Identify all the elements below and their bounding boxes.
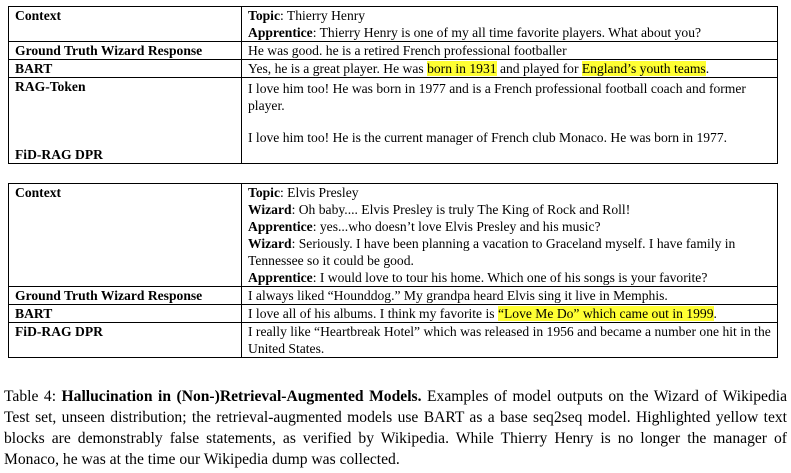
context-label: Context [9, 7, 242, 42]
dialogue-turn [248, 218, 773, 235]
topic-value: : Elvis Presley [280, 185, 359, 200]
spacer [248, 114, 773, 129]
ragtoken-text: I love him too! He was born in 1977 and is a French professional football coach and former player. [248, 81, 746, 113]
topic-line [248, 7, 773, 24]
table-row [9, 60, 778, 78]
hallucination-highlight: “Love Me Do” which came out in 1999 [497, 306, 714, 321]
gt-text: He was good. he is a retired French professional footballer [242, 42, 778, 60]
dialogue-turn [248, 201, 773, 218]
bart-text-mid: and played for [496, 61, 582, 76]
turn-text: : I would love to tour his home. Which one of his songs is your favorite? [312, 270, 708, 285]
apprentice-line [248, 24, 773, 41]
topic-label: Topic [248, 185, 280, 200]
spacer [15, 95, 235, 146]
ragtoken-label: RAG-Token [15, 79, 86, 94]
topic-value: : Thierry Henry [280, 8, 366, 23]
context-cell [242, 7, 778, 42]
context-cell [242, 184, 778, 287]
caption-title: Hallucination in (Non-)Retrieval-Augmented Models. [61, 388, 422, 405]
dialogue-turn [248, 269, 773, 286]
topic-label: Topic [248, 8, 280, 23]
table-row [9, 7, 778, 42]
gt-text: I always liked “Hounddog.” My grandpa heard Elvis sing it live in Memphis. [242, 287, 778, 305]
elvis-presley-table [8, 183, 778, 358]
apprentice-label: Apprentice [248, 25, 313, 40]
turn-text: : Oh baby.... Elvis Presley is truly The King of Rock and Roll! [291, 202, 631, 217]
gt-label: Ground Truth Wizard Response [9, 287, 242, 305]
turn-text: : Seriously. I have been planning a vacation to Graceland myself. I have family in Tennessee so it could be good. [248, 236, 736, 268]
model-labels [9, 78, 242, 164]
caption-body: Examples of model outputs on the Wizard of Wikipedia Test set, unseen distribution; the retrieval-augmented models use BART as a base seq2seq model. Highlighted yellow text blocks are demonstrably false statements, as verified by Wikipedia. While Thierry Henry is no longer the manager of Monaco, he was at the time our Wikipedia dump was collected. [4, 388, 787, 468]
speaker-label: Wizard [248, 202, 292, 217]
bart-response [242, 305, 778, 323]
table-row [9, 305, 778, 323]
hallucination-highlight: born in 1931 [427, 61, 497, 76]
dialogue-turn [248, 235, 773, 269]
caption-prefix: Table 4: [4, 388, 62, 405]
table-caption [4, 386, 787, 470]
bart-text-post: . [713, 306, 717, 321]
speaker-label: Wizard [248, 236, 292, 251]
topic-line [248, 184, 773, 201]
bart-label: BART [9, 60, 242, 78]
speaker-label: Apprentice [248, 219, 313, 234]
table-row [9, 184, 778, 287]
apprentice-text: : Thierry Henry is one of my all time favorite players. What about you? [312, 25, 702, 40]
fid-text: I really like “Heartbreak Hotel” which was released in 1956 and became a number one hit in the United States. [242, 323, 778, 358]
context-label: Context [9, 184, 242, 287]
table-row [9, 323, 778, 358]
bart-response [242, 60, 778, 78]
table-row [9, 42, 778, 60]
hallucination-highlight: England’s youth teams [581, 61, 706, 76]
turn-text: : yes...who doesn’t love Elvis Presley and his music? [312, 219, 601, 234]
fid-text: I love him too! He is the current manager of French club Monaco. He was born in 1977. [248, 130, 728, 145]
bart-text-pre: Yes, he is a great player. He was [248, 61, 428, 76]
table-row [9, 287, 778, 305]
bart-text-pre: I love all of his albums. I think my favorite is [248, 306, 498, 321]
thierry-henry-table [8, 6, 778, 164]
speaker-label: Apprentice [248, 270, 313, 285]
gt-label: Ground Truth Wizard Response [9, 42, 242, 60]
fid-label: FiD-RAG DPR [15, 147, 103, 162]
bart-text-post: . [705, 61, 710, 76]
model-responses [242, 78, 778, 164]
bart-label: BART [9, 305, 242, 323]
table-row [9, 78, 778, 164]
fid-label: FiD-RAG DPR [9, 323, 242, 358]
